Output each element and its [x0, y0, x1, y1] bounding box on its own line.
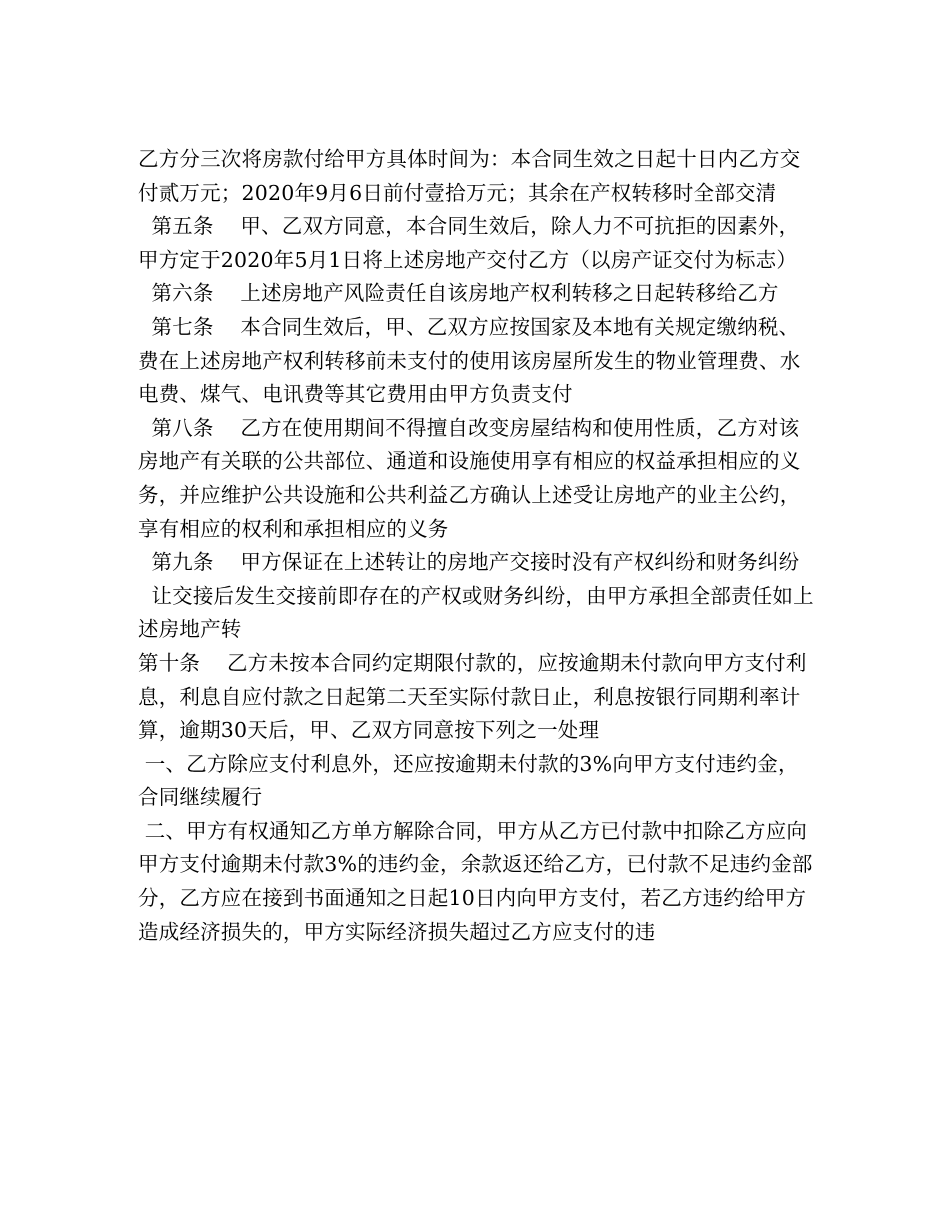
paragraph-article-6: 第六条 上述房地产风险责任自该房地产权利转移之日起转移给乙方	[138, 281, 779, 306]
paragraph-article-10: 第十条 乙方未按本合同约定期限付款的，应按逾期未付款向甲方支付利息，利息自应付款之日起第二天至实际付款日止，利息按银行同期利率计算，逾期30天后，甲、乙双方同意按下列之一处理	[138, 650, 807, 743]
paragraph-article-9: 第九条 甲方保证在上述转让的房地产交接时没有产权纠纷和财务纠纷	[138, 550, 800, 575]
paragraph-article-9-continued: 让交接后发生交接前即存在的产权或财务纠纷，由甲方承担全部责任如上述房地产转	[138, 583, 814, 642]
paragraph-option-1: 一、乙方除应支付利息外，还应按逾期未付款的3%向甲方支付违约金，合同继续履行	[138, 751, 799, 810]
document-body	[138, 143, 818, 949]
paragraph-article-8: 第八条 乙方在使用期间不得擅自改变房屋结构和使用性质，乙方对该房地产有关联的公共部位、通道和设施使用享有相应的权益承担相应的义务，并应维护公共设施和公共利益乙方确认上述受让房地产的业主公约，享有相应的权利和承担相应的义务	[138, 415, 801, 541]
paragraph-article-5: 第五条 甲、乙双方同意，本合同生效后，除人力不可抗拒的因素外，甲方定于2020年5月1日将上述房地产交付乙方（以房产证交付为标志）	[138, 214, 800, 272]
paragraph-option-2: 二、甲方有权通知乙方单方解除合同，甲方从乙方已付款中扣除乙方应向甲方支付逾期未付款3%的违约金，余款返还给乙方，已付款不足违约金部分，乙方应在接到书面通知之日起10日内向甲方支付，若乙方违约给甲方造成经济损失的，甲方实际经济损失超过乙方应支付的违	[138, 818, 813, 944]
paragraph-payment-schedule: 乙方分三次将房款付给甲方具体时间为：本合同生效之日起十日内乙方交付贰万元；2020年9月6日前付壹拾万元；其余在产权转移时全部交清	[138, 147, 801, 205]
paragraph-article-7: 第七条 本合同生效后，甲、乙双方应按国家及本地有关规定缴纳税、费在上述房地产权利转移前未支付的使用该房屋所发生的物业管理费、水电费、煤气、电讯费等其它费用由甲方负责支付	[138, 314, 801, 407]
